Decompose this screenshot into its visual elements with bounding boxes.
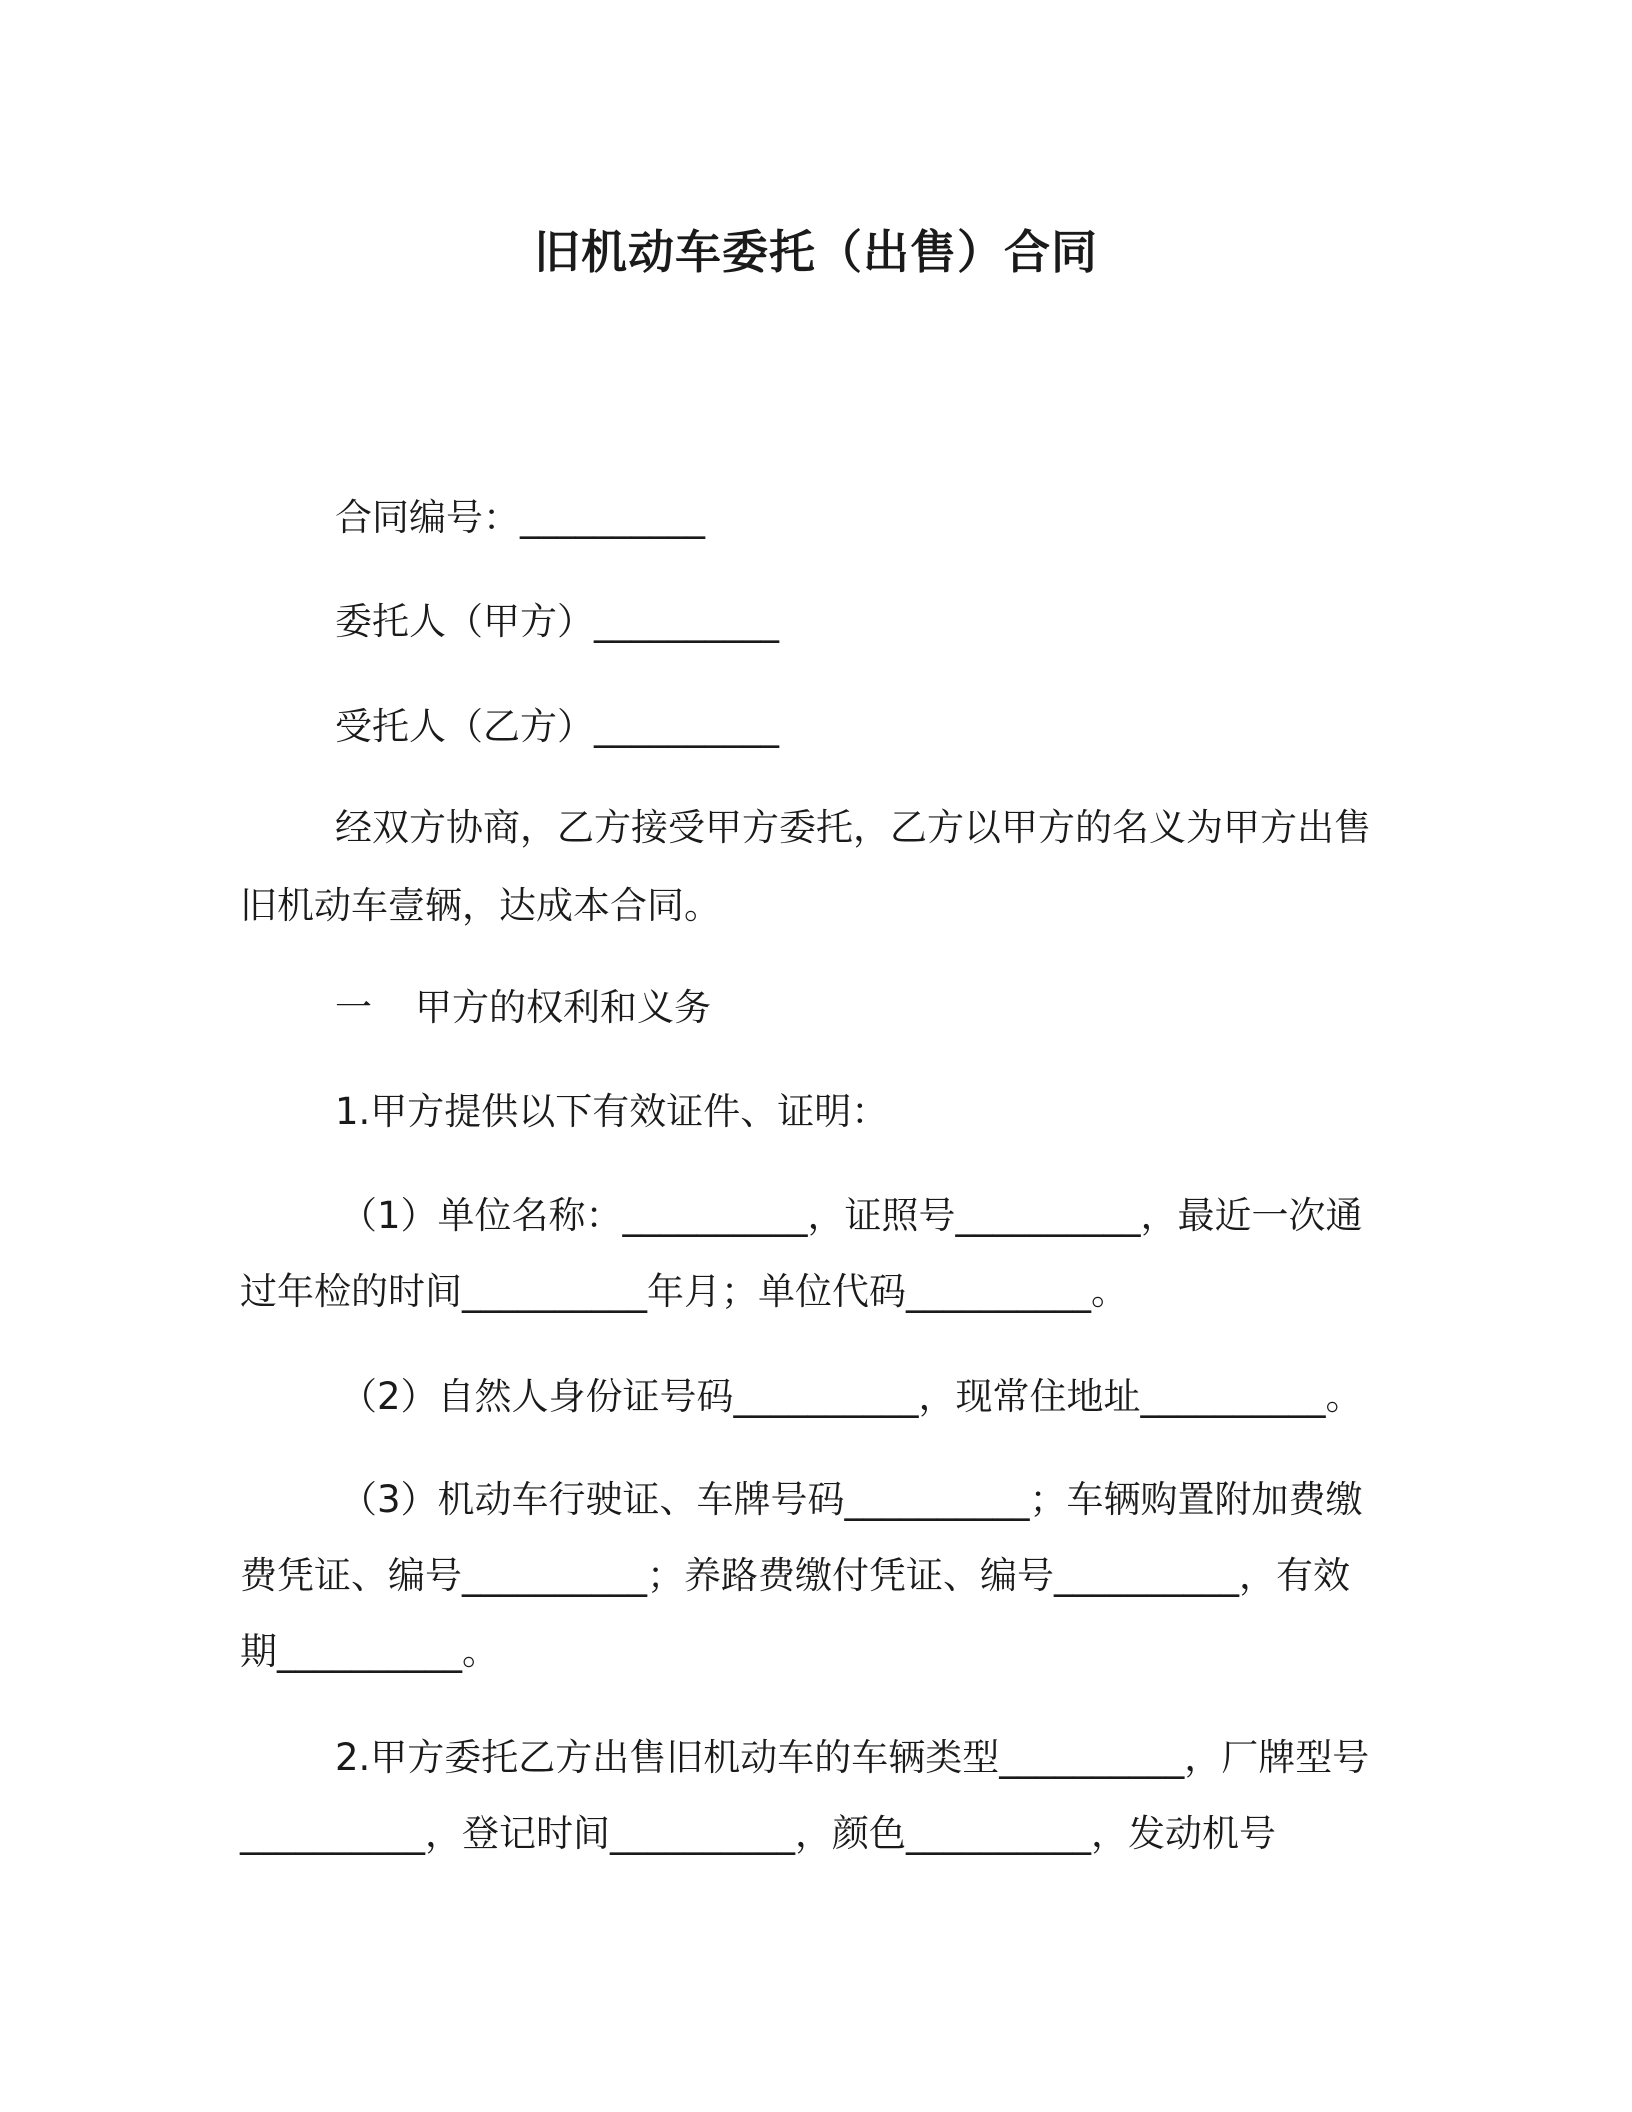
party-a-line: 委托人（甲方）__________ (335, 600, 779, 643)
clause-1-line: 1.甲方提供以下有效证件、证明： (335, 1090, 889, 1133)
clause-1-3-line-3: 期__________。 (240, 1630, 499, 1673)
section-title: 甲方的权利和义务 (415, 986, 711, 1029)
party-b-line: 受托人（乙方）__________ (335, 705, 779, 748)
clause-2-line-2: __________，登记时间__________，颜色__________，发动机号 (240, 1812, 1276, 1855)
section-heading (240, 986, 1475, 1030)
intro-line-1: 经双方协商，乙方接受甲方委托，乙方以甲方的名义为甲方出售 (335, 806, 1371, 849)
document-title: 旧机动车委托（出售）合同 (534, 225, 1098, 279)
clause-1-1-line-2: 过年检的时间__________年月；单位代码__________。 (240, 1270, 1128, 1313)
clause-2-line-1: 2.甲方委托乙方出售旧机动车的车辆类型__________，厂牌型号 (335, 1736, 1370, 1779)
clause-1-3-line-2: 费凭证、编号__________；养路费缴付凭证、编号__________，有效 (240, 1554, 1350, 1597)
section-number: 一 (335, 986, 372, 1029)
intro-line-2: 旧机动车壹辆，达成本合同。 (240, 884, 721, 927)
clause-1-1-line-1: （1）单位名称：__________，证照号__________，最近一次通 (340, 1194, 1363, 1237)
contract-number-line: 合同编号：__________ (335, 496, 705, 539)
clause-1-3-line-1: （3）机动车行驶证、车牌号码__________；车辆购置附加费缴 (340, 1478, 1363, 1521)
clause-1-2-line: （2）自然人身份证号码__________，现常住地址__________。 (340, 1375, 1363, 1418)
